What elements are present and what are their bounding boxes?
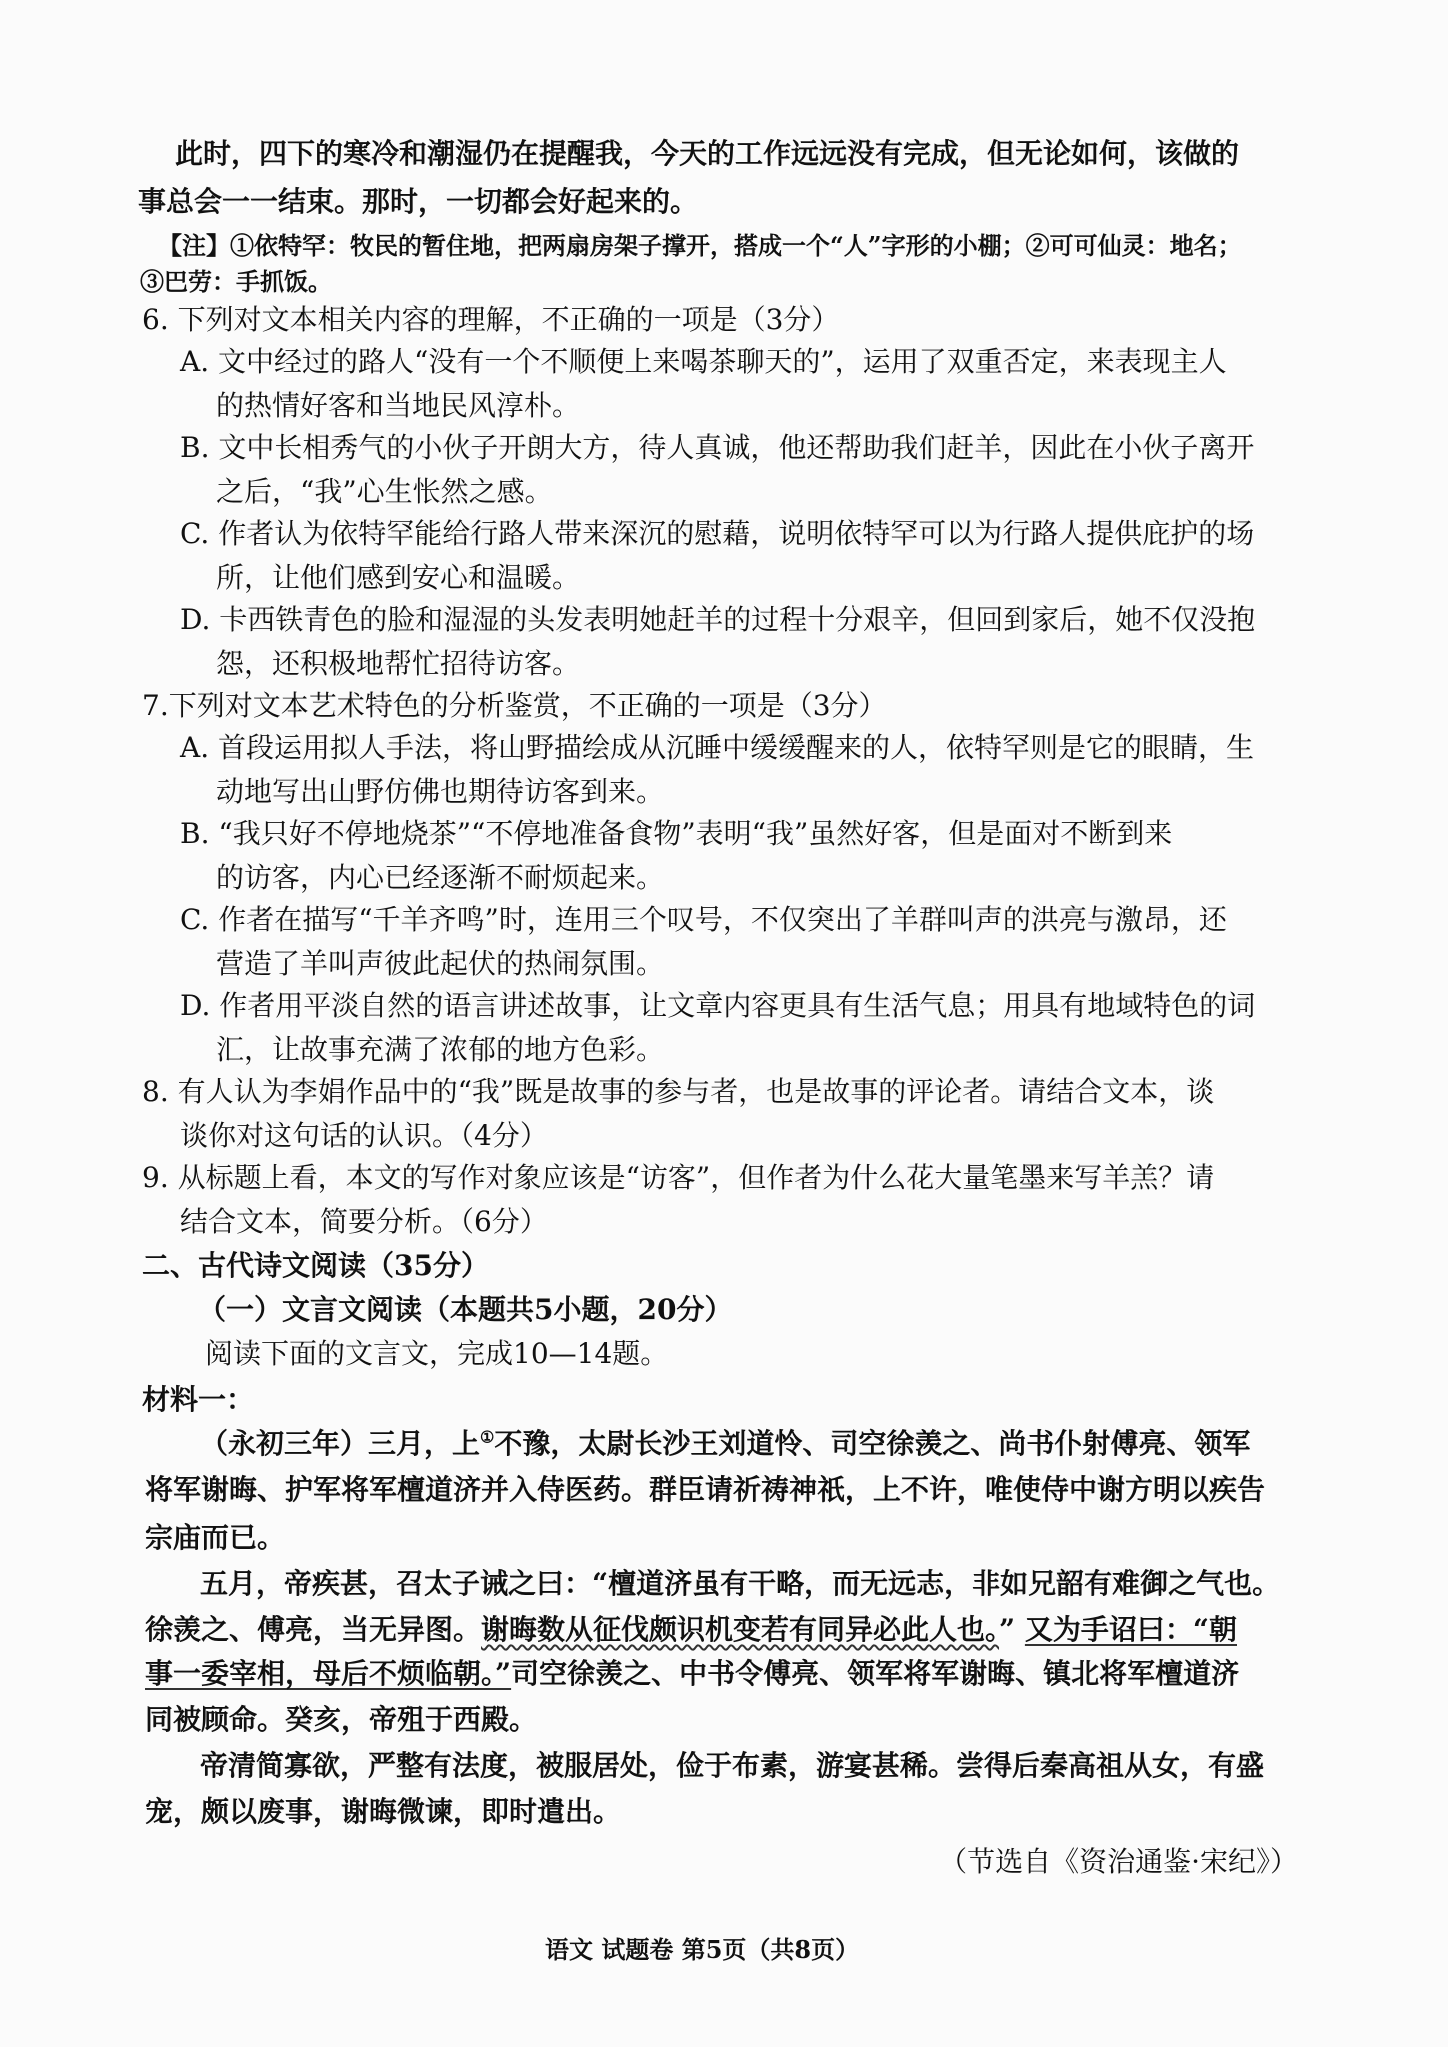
reading-instruction: 阅读下面的文言文，完成10—14题。 xyxy=(205,1337,669,1370)
q6-option-c: C. 作者认为依特罕能给行路人带来深沉的慰藉，说明依特罕可以为行路人提供庇护的场 xyxy=(180,517,1255,550)
question-9: 9. 从标题上看，本文的写作对象应该是“访客”，但作者为什么花大量笔墨来写羊羔？请 xyxy=(142,1161,1215,1194)
classical-text-line: 将军谢晦、护军将军檀道济并入侍医药。群臣请祈祷神祇，上不许，唯使侍中谢方明以疾告 xyxy=(145,1473,1266,1506)
question-6-stem: 6. 下列对文本相关内容的理解，不正确的一项是（3分） xyxy=(142,303,840,336)
classical-text-line: 宠，颇以废事，谢晦微谏，即时遣出。 xyxy=(145,1795,622,1828)
classical-text-line: 五月，帝疾甚，召太子诫之曰：“檀道济虽有干略，而无远志，非如兄韶有难御之气也。 xyxy=(200,1567,1281,1600)
underlined-sentence: 事一委宰相，母后不烦临朝。” xyxy=(145,1657,512,1690)
q6-option-c-cont: 所，让他们感到安心和温暖。 xyxy=(216,561,581,594)
q7-option-b: B. “我只好不停地烧茶”“不停地准备食物”表明“我”虽然好客，但是面对不断到来 xyxy=(180,817,1173,850)
page-footer: 语文 试题卷 第5页（共8页） xyxy=(545,1935,860,1964)
classical-text-line: 帝清简寡欲，严整有法度，被服居处，俭于布素，游宴甚稀。尝得后秦高祖从女，有盛 xyxy=(200,1749,1265,1782)
classical-text-line: 宗庙而已。 xyxy=(145,1521,286,1554)
classical-text-line: （永初三年）三月，上①不豫，太尉长沙王刘道怜、司空徐羡之、尚书仆射傅亮、领军 xyxy=(200,1427,1251,1460)
annotation-note: ③巴劳：手抓饭。 xyxy=(140,267,332,296)
q7-option-c-cont: 营造了羊叫声彼此起伏的热闹氛围。 xyxy=(216,947,665,980)
annotation-note: 【注】①依特罕：牧民的暂住地，把两扇房架子撑开，搭成一个“人”字形的小棚；②可可仙灵：地名； xyxy=(158,231,1242,260)
q6-option-d-cont: 怨，还积极地帮忙招待访客。 xyxy=(216,647,581,680)
footnote-marker: ① xyxy=(480,1427,495,1447)
classical-text-line: 事一委宰相，母后不烦临朝。”司空徐羡之、中书令傅亮、领军将军谢晦、镇北将军檀道济 xyxy=(145,1657,1240,1690)
q6-option-b: B. 文中长相秀气的小伙子开朗大方，待人真诚，他还帮助我们赶羊，因此在小伙子离开 xyxy=(180,431,1255,464)
classical-text-line: 徐羡之、傅亮，当无异图。谢晦数从征伐颇识机变若有同异必此人也。” 又为手诏曰：“朝 xyxy=(145,1613,1237,1646)
passage-line: 事总会一一结束。那时，一切都会好起来的。 xyxy=(138,185,699,218)
question-7-stem: 7.下列对文本艺术特色的分析鉴赏，不正确的一项是（3分） xyxy=(142,689,887,722)
source-citation: （节选自《资治通鉴·宋纪》） xyxy=(939,1845,1298,1878)
q7-option-c: C. 作者在描写“千羊齐鸣”时，连用三个叹号，不仅突出了羊群叫声的洪亮与激昂，还 xyxy=(180,903,1227,936)
question-8: 8. 有人认为李娟作品中的“我”既是故事的参与者，也是故事的评论者。请结合文本，谈 xyxy=(142,1075,1215,1108)
q6-option-a-cont: 的热情好客和当地民风淳朴。 xyxy=(216,389,581,422)
q7-option-d: D. 作者用平淡自然的语言讲述故事，让文章内容更具有生活气息；用具有地域特色的词 xyxy=(180,989,1256,1022)
q6-option-b-cont: 之后，“我”心生怅然之感。 xyxy=(216,475,553,508)
q7-option-b-cont: 的访客，内心已经逐渐不耐烦起来。 xyxy=(216,861,665,894)
q6-option-a: A. 文中经过的路人“没有一个不顺便上来喝茶聊天的”，运用了双重否定，来表现主人 xyxy=(180,345,1227,378)
underlined-sentence: 又为手诏曰：“朝 xyxy=(1024,1613,1237,1646)
classical-text-line: 同被顾命。癸亥，帝殂于西殿。 xyxy=(145,1703,538,1736)
q6-option-d: D. 卡西铁青色的脸和湿湿的头发表明她赶羊的过程十分艰辛，但回到家后，她不仅没抱 xyxy=(180,603,1256,636)
subsection-heading: （一）文言文阅读（本题共5小题，20分） xyxy=(198,1293,733,1326)
question-9-cont: 结合文本，简要分析。（6分） xyxy=(180,1205,548,1238)
material-label: 材料一： xyxy=(142,1383,255,1416)
q7-option-d-cont: 汇，让故事充满了浓郁的地方色彩。 xyxy=(216,1033,665,1066)
q7-option-a-cont: 动地写出山野仿佛也期待访客到来。 xyxy=(216,775,665,808)
wavy-underlined-sentence: 谢晦数从征伐颇识机变若有同异必此人也。 xyxy=(481,1613,1000,1646)
question-8-cont: 谈你对这句话的认识。（4分） xyxy=(180,1119,548,1152)
q7-option-a: A. 首段运用拟人手法，将山野描绘成从沉睡中缓缓醒来的人，依特罕则是它的眼睛，生 xyxy=(180,731,1255,764)
section-heading: 二、古代诗文阅读（35分） xyxy=(142,1249,489,1282)
passage-line: 此时，四下的寒冷和潮湿仍在提醒我，今天的工作远远没有完成，但无论如何，该做的 xyxy=(175,137,1240,170)
